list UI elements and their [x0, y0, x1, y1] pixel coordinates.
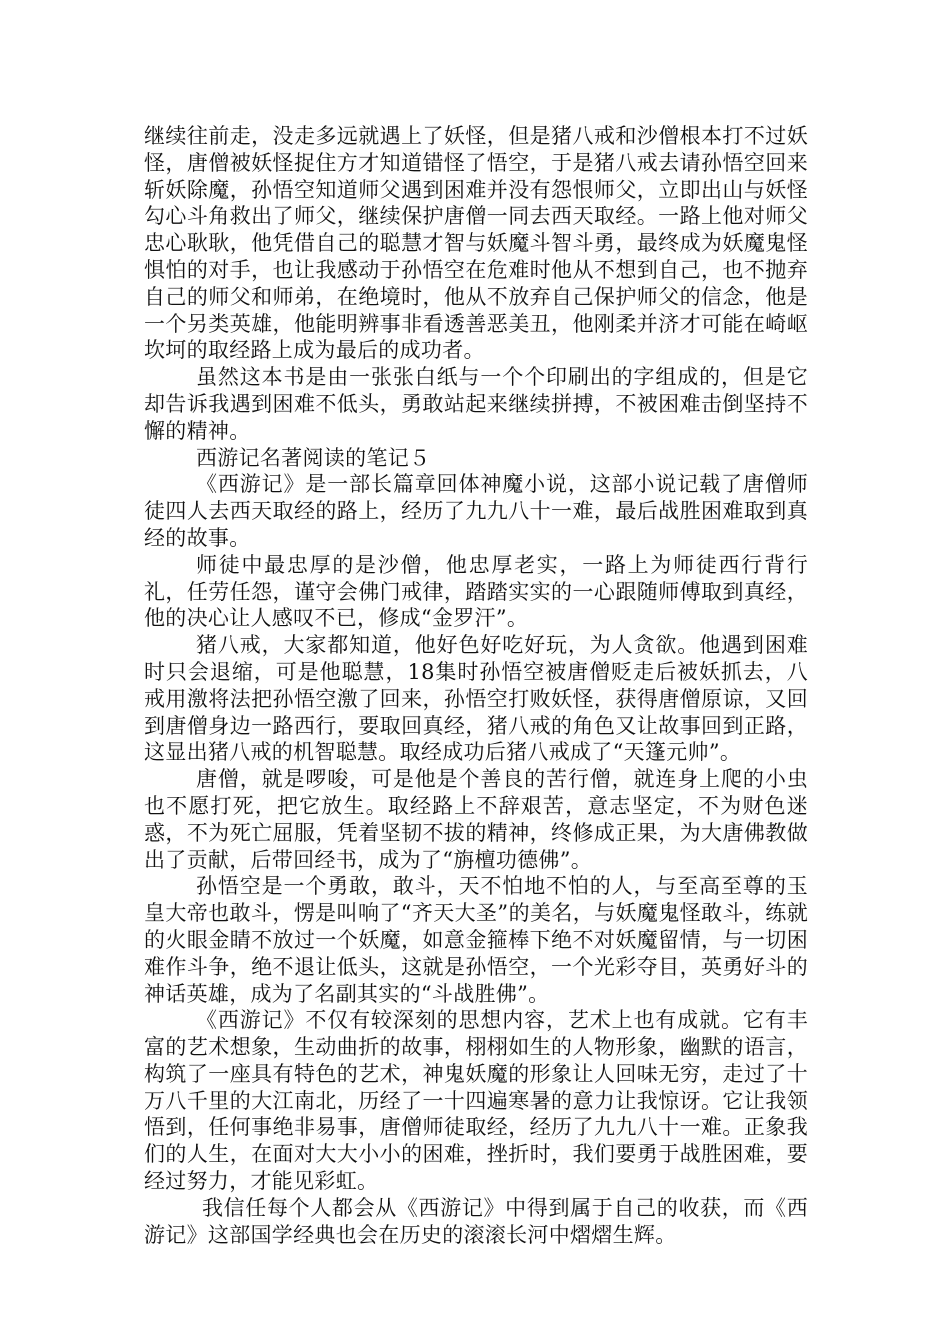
paragraph-3: 《西游记》是一部长篇章回体神魔小说，这部小说记载了唐僧师徒四人去西天取经的路上，经历了九九八十一难，最后战胜困难取到真经的故事。 — [144, 472, 808, 550]
paragraph-9: 我信任每个人都会从《西游记》中得到属于自己的收获，而《西游记》这部国学经典也会在历史的滚滚长河中熠熠生辉。 — [144, 1195, 808, 1247]
paragraph-4: 师徒中最忠厚的是沙僧，他忠厚老实，一路上为师徒西行背行礼，任劳任怨，谨守会佛门戒律，踏踏实实的一心跟随师傅取到真经，他的决心让人感叹不已，修成“金罗汗”。 — [144, 552, 808, 631]
paragraph-5: 猪八戒，大家都知道，他好色好吃好玩，为人贪欲。他遇到困难时只会退缩，可是他聪慧，18集时孙悟空被唐僧贬走后被妖抓去，八戒用激将法把孙悟空激了回来，孙悟空打败妖怪，获得唐僧原谅，又回到唐僧身边一路西行，要取回真经，猪八戒的角色又让故事回到正路，这显出猪八戒的机智聪慧。取经成功后猪八戒成了“天篷元帅”。 — [144, 633, 808, 765]
paragraph-2: 虽然这本书是由一张张白纸与一个个印刷出的字组成的，但是它却告诉我遇到困难不低头，勇敢站起来继续拼搏，不被困难击倒坚持不懈的精神。 — [144, 365, 808, 443]
paragraph-7: 孙悟空是一个勇敢，敢斗，天不怕地不怕的人，与至高至尊的玉皇大帝也敢斗，愣是叫响了“齐天大圣”的美名，与妖魔鬼怪敢斗，练就的火眼金睛不放过一个妖魔，如意金箍棒下绝不对妖魔留情，与一切困难作斗争，绝不退让低头，这就是孙悟空，一个光彩夺目，英勇好斗的神话英雄，成为了名副其实的“斗战胜佛”。 — [144, 874, 808, 1006]
section-heading: 西游记名著阅读的笔记５ — [196, 445, 431, 470]
paragraph-8: 《西游记》不仅有较深刻的思想内容，艺术上也有成就。它有丰富的艺术想象，生动曲折的故事，栩栩如生的人物形象，幽默的语言，构筑了一座具有特色的艺术，神鬼妖魔的形象让人回味无穷，走过了十万八千里的大江南北，历经了一十四遍寒暑的意力让我惊讶。它让我领悟到，任何事绝非易事，唐僧师徒取经，经历了九九八十一难。正象我们的人生，在面对大大小小的困难，挫折时，我们要勇于战胜困难，要经过努力，才能见彩虹。 — [144, 1008, 808, 1194]
paragraph-6: 唐僧，就是啰唆，可是他是个善良的苦行僧，就连身上爬的小虫也不愿打死，把它放生。取经路上不辞艰苦，意志坚定，不为财色迷惑，不为死亡屈服，凭着坚韧不拔的精神，终修成正果，为大唐佛教做出了贡献，后带回经书，成为了“旃檀功德佛”。 — [144, 767, 808, 872]
paragraph-1: 继续往前走，没走多远就遇上了妖怪，但是猪八戒和沙僧根本打不过妖怪，唐僧被妖怪捉住方才知道错怪了悟空，于是猪八戒去请孙悟空回来斩妖除魔，孙悟空知道师父遇到困难并没有怨恨师父，立即出山与妖怪勾心斗角救出了师父，继续保护唐僧一同去西天取经。一路上他对师父忠心耿耿，他凭借自己的聪慧才智与妖魔斗智斗勇，最终成为妖魔鬼怪惧怕的对手，也让我感动于孙悟空在危难时他从不想到自己，也不抛弃自己的师父和师弟，在绝境时，他从不放弃自己保护师父的信念，他是一个另类英雄，他能明辨事非看透善恶美丑，他刚柔并济才可能在崎岖坎坷的取经路上成为最后的成功者。 — [144, 124, 808, 363]
document-body — [144, 123, 808, 1248]
